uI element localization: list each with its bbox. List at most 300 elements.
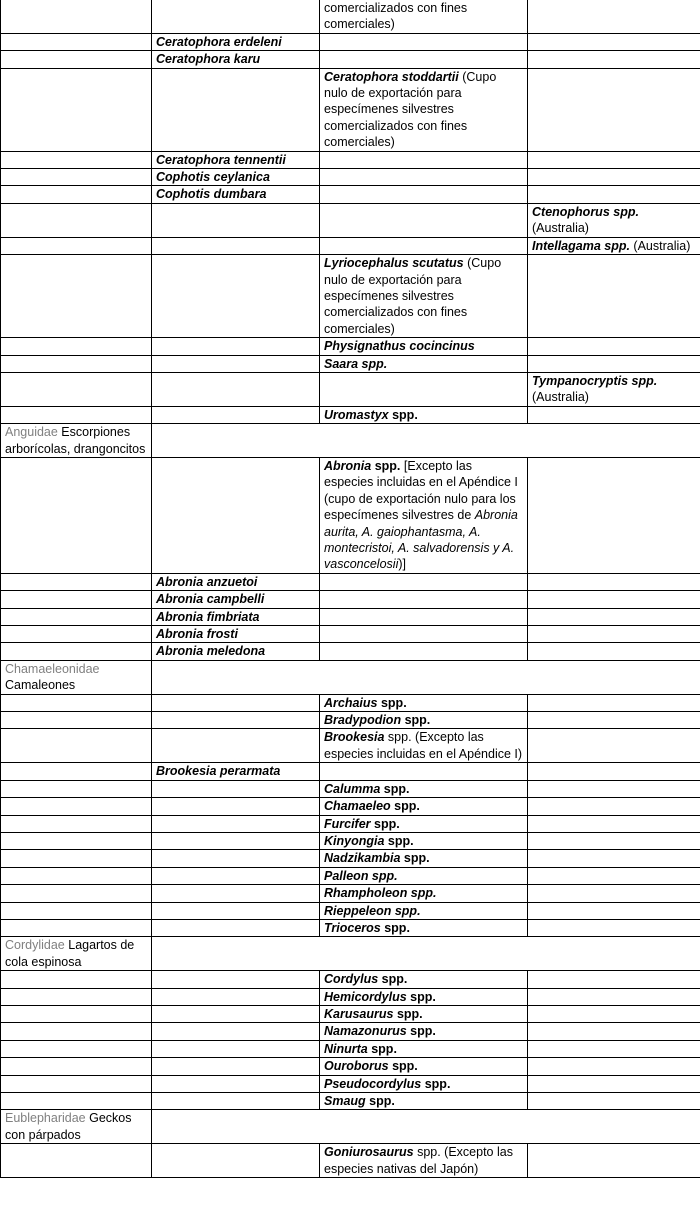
species-name: Abronia meledona [156, 644, 266, 659]
table-row [1, 815, 700, 832]
cell-col4 [528, 169, 700, 186]
cell-col3 [320, 573, 528, 590]
table-row [1, 626, 700, 643]
cell-col4 [528, 0, 700, 33]
cell-col2 [152, 68, 320, 151]
cell-col2 [152, 0, 320, 33]
genus-note: spp. [406, 989, 436, 1004]
cell-col2 [152, 712, 320, 729]
table-row [1, 885, 700, 902]
table-row [1, 457, 700, 573]
species-name: Ctenophorus spp. [532, 204, 639, 219]
cell-col4 [528, 255, 700, 338]
cell-col1 [1, 186, 152, 203]
cell-col1 [1, 971, 152, 988]
table-row [1, 68, 700, 151]
cell-col4 [528, 850, 700, 867]
genus-note: spp. [421, 1076, 451, 1091]
species-name: Tympanocryptis spp. [532, 373, 658, 388]
cell-col4 [528, 1093, 700, 1110]
genus-note: spp. [378, 972, 408, 987]
species-name: Ceratophora tennentii [156, 152, 286, 167]
genus-name: Chamaeleo [324, 799, 391, 814]
table-row [1, 1040, 700, 1057]
cell-col3 [320, 643, 528, 660]
family-common-name: Lagartos de cola espinosa [5, 938, 135, 969]
cell-col4 [528, 885, 700, 902]
cell-col1 [1, 457, 152, 573]
cell-col2 [152, 729, 320, 763]
cell-col1 [1, 763, 152, 780]
table-row [1, 591, 700, 608]
species-name: Ceratophora stoddartii [324, 69, 459, 84]
species-note: (Australia) [532, 390, 589, 405]
cell-col2 [152, 33, 320, 50]
cell-col1 [1, 372, 152, 406]
cell-col1 [1, 608, 152, 625]
cell-col1 [1, 919, 152, 936]
cell-col4 [528, 1058, 700, 1075]
cell-col3 [320, 850, 528, 867]
table-row [1, 1023, 700, 1040]
cell-col1 [1, 712, 152, 729]
table-row [1, 971, 700, 988]
cell-col4 [528, 798, 700, 815]
cell-col3 [320, 902, 528, 919]
cell-col2 [152, 237, 320, 254]
cell-col3 [320, 591, 528, 608]
genus-name: Kinyongia [324, 833, 385, 848]
genus-name: Smaug [324, 1094, 366, 1108]
cell-col4 [528, 1023, 700, 1040]
cell-col2 [152, 573, 320, 590]
cell-col3 [320, 763, 528, 780]
genus-note: spp. [401, 713, 431, 728]
cell-col1 [1, 798, 152, 815]
genus-name: Hemicordylus [324, 989, 407, 1004]
cell-col1 [1, 1058, 152, 1075]
family-row [1, 1110, 700, 1144]
family-name: Cordylidae [5, 938, 65, 953]
genus-name: Uromastyx [324, 407, 389, 422]
abronia-note: [Excepto las especies incluidas en el Apéndice I (cupo de exportación nulo para los especímenes silvestres de [324, 458, 518, 523]
cell-col4 [528, 608, 700, 625]
cell-col1 [1, 151, 152, 168]
table-row [1, 0, 700, 33]
cell-col3 [320, 406, 528, 423]
genus-note: spp. [406, 1024, 436, 1039]
cell-col4 [528, 591, 700, 608]
cell-col1 [1, 68, 152, 151]
fragment-line-2: comerciales) [324, 17, 395, 32]
cell-col1 [1, 643, 152, 660]
cell-col3 [320, 186, 528, 203]
cell-col2 [152, 1144, 320, 1178]
cell-col2 [152, 591, 320, 608]
cell-col1 [1, 406, 152, 423]
species-name: Abronia frosti [156, 627, 238, 642]
family-row [1, 660, 700, 694]
cell-col1 [1, 51, 152, 68]
cell-col3 [320, 626, 528, 643]
cell-col3 [320, 338, 528, 355]
genus-name: Pseudocordylus [324, 1076, 422, 1091]
family-span-cell [152, 1110, 700, 1144]
cell-col2 [152, 885, 320, 902]
cell-col3 [320, 919, 528, 936]
genus-note: spp. [380, 781, 410, 796]
species-name: Cophotis ceylanica [156, 170, 270, 185]
cell-col2 [152, 51, 320, 68]
cell-col3 [320, 1005, 528, 1022]
cell-col4 [528, 729, 700, 763]
cell-col1 [1, 355, 152, 372]
cell-col1 [1, 33, 152, 50]
cell-col1 [1, 867, 152, 884]
table-row [1, 237, 700, 254]
species-note: (Australia) [629, 238, 691, 253]
abronia-note-end: )] [398, 557, 406, 572]
cell-col2 [152, 186, 320, 203]
cell-col3 [320, 51, 528, 68]
family-cell [1, 937, 152, 971]
species-name: Rhampholeon spp. [324, 886, 437, 901]
table-row [1, 338, 700, 355]
species-name: Palleon spp. [324, 868, 398, 883]
genus-note: spp. (Excepto las especies nativas del Japón) [324, 1145, 513, 1176]
cell-col3 [320, 68, 528, 151]
cell-col4 [528, 780, 700, 797]
cell-col4 [528, 643, 700, 660]
cell-col4 [528, 372, 700, 406]
genus-note: spp. (Excepto las especies incluidas en el Apéndice I) [324, 730, 523, 761]
cell-col4 [528, 338, 700, 355]
species-name: Ceratophora karu [156, 52, 261, 67]
genus-note: spp. [370, 816, 400, 831]
table-row [1, 355, 700, 372]
family-span-cell [152, 937, 700, 971]
cell-col2 [152, 1005, 320, 1022]
species-name: Rieppeleon spp. [324, 903, 421, 918]
cell-col4 [528, 1040, 700, 1057]
table-body [1, 0, 700, 1178]
species-name: Abronia fimbriata [156, 609, 260, 624]
cell-col1 [1, 573, 152, 590]
cell-col1 [1, 1005, 152, 1022]
genus-name: Goniurosaurus [324, 1145, 414, 1160]
cell-col3 [320, 832, 528, 849]
cell-col4 [528, 902, 700, 919]
family-span-cell [152, 424, 700, 458]
cell-col2 [152, 919, 320, 936]
species-name: Physignathus cocincinus [324, 339, 475, 354]
genus-name: Ninurta [324, 1041, 368, 1056]
genus-name: Ouroborus [324, 1059, 389, 1074]
family-name: Chamaeleonidae [5, 661, 100, 676]
cell-col4 [528, 457, 700, 573]
abronia-spp: spp. [371, 458, 401, 473]
family-row [1, 937, 700, 971]
cell-col1 [1, 1040, 152, 1057]
cell-col3 [320, 1075, 528, 1092]
genus-name: Nadzikambia [324, 851, 401, 866]
species-note: (Cupo nulo de exportación para especímenes silvestres comercializados con fines comerciales) [324, 69, 497, 150]
cell-col3 [320, 1023, 528, 1040]
cell-col1 [1, 626, 152, 643]
cell-col4 [528, 1144, 700, 1178]
table-row [1, 169, 700, 186]
species-name: Ceratophora erdeleni [156, 34, 282, 49]
cell-col3 [320, 1144, 528, 1178]
cell-col4 [528, 1075, 700, 1092]
cell-col2 [152, 608, 320, 625]
genus-note: spp. [365, 1094, 395, 1108]
cell-col4 [528, 203, 700, 237]
cell-col4 [528, 186, 700, 203]
cell-col3 [320, 867, 528, 884]
table-row [1, 712, 700, 729]
species-name: Abronia anzuetoi [156, 574, 258, 589]
cell-col3 [320, 237, 528, 254]
family-name: Anguidae [5, 425, 58, 440]
table-row [1, 763, 700, 780]
cell-col2 [152, 372, 320, 406]
cell-col3 [320, 1058, 528, 1075]
genus-name: Archaius [324, 695, 378, 710]
cell-col3 [320, 255, 528, 338]
genus-note: spp. [388, 1059, 418, 1074]
cell-col1 [1, 237, 152, 254]
cell-col2 [152, 1040, 320, 1057]
family-span-cell [152, 660, 700, 694]
cell-col1 [1, 1075, 152, 1092]
genus-name: Karusaurus [324, 1006, 394, 1021]
cell-col4 [528, 971, 700, 988]
cell-col2 [152, 406, 320, 423]
cell-col3 [320, 203, 528, 237]
cell-col1 [1, 338, 152, 355]
cell-col2 [152, 694, 320, 711]
genus-note: spp. [388, 407, 418, 422]
cell-col3 [320, 0, 528, 33]
cell-col3 [320, 457, 528, 573]
table-row [1, 780, 700, 797]
cell-col3 [320, 169, 528, 186]
cell-col3 [320, 988, 528, 1005]
cell-col3 [320, 798, 528, 815]
table-row [1, 573, 700, 590]
genus-name: Bradypodion [324, 713, 402, 728]
species-note: (Australia) [532, 221, 589, 236]
cell-col4 [528, 626, 700, 643]
cell-col3 [320, 971, 528, 988]
cell-col4 [528, 1005, 700, 1022]
species-name: Cophotis dumbara [156, 187, 267, 202]
cell-col4 [528, 68, 700, 151]
table-row [1, 33, 700, 50]
table-row [1, 919, 700, 936]
cell-col1 [1, 1093, 152, 1110]
cell-col4 [528, 815, 700, 832]
cell-col1 [1, 591, 152, 608]
cell-col2 [152, 255, 320, 338]
family-common-name: Camaleones [5, 678, 76, 693]
cell-col4 [528, 406, 700, 423]
species-name: Abronia campbelli [156, 592, 265, 607]
cell-col3 [320, 151, 528, 168]
genus-note: spp. [380, 920, 410, 935]
table-row [1, 1144, 700, 1178]
cell-col1 [1, 203, 152, 237]
cell-col2 [152, 1093, 320, 1110]
species-name: Intellagama spp. [532, 238, 630, 253]
fragment-line-1: comercializados con fines [324, 1, 468, 15]
cell-col1 [1, 902, 152, 919]
cell-col2 [152, 1058, 320, 1075]
table-row [1, 1093, 700, 1110]
cell-col3 [320, 780, 528, 797]
cell-col2 [152, 988, 320, 1005]
cell-col2 [152, 203, 320, 237]
cell-col1 [1, 169, 152, 186]
cell-col2 [152, 151, 320, 168]
cell-col4 [528, 573, 700, 590]
cell-col3 [320, 885, 528, 902]
family-cell [1, 660, 152, 694]
cell-col1 [1, 694, 152, 711]
cell-col4 [528, 867, 700, 884]
table-row [1, 1005, 700, 1022]
family-common-name: Escorpiones arborícolas, drangoncitos [5, 425, 146, 456]
cell-col4 [528, 355, 700, 372]
genus-name: Namazonurus [324, 1024, 407, 1039]
species-name: Brookesia perarmata [156, 764, 281, 779]
family-common-name: Geckos con párpados [5, 1111, 132, 1142]
table-row [1, 406, 700, 423]
abronia-species-list: Abronia aurita, A. gaiophantasma, A. montecristoi, A. salvadorensis y A. vasconcelosii [324, 508, 518, 572]
cell-col3 [320, 1040, 528, 1057]
abronia-genus: Abronia [324, 458, 372, 473]
genus-note: spp. [377, 695, 407, 710]
cell-col2 [152, 763, 320, 780]
cell-col3 [320, 1093, 528, 1110]
table-row [1, 372, 700, 406]
genus-name: Calumma [324, 781, 381, 796]
cell-col2 [152, 971, 320, 988]
cell-col4 [528, 33, 700, 50]
cell-col2 [152, 355, 320, 372]
cell-col2 [152, 798, 320, 815]
genus-note: spp. [400, 851, 430, 866]
table-row [1, 255, 700, 338]
cell-col3 [320, 694, 528, 711]
table-row [1, 867, 700, 884]
cell-col1 [1, 1144, 152, 1178]
family-cell [1, 424, 152, 458]
table-row [1, 988, 700, 1005]
cell-col4 [528, 151, 700, 168]
cell-col3 [320, 815, 528, 832]
species-note: (Cupo nulo de exportación para especímenes silvestres comercializados con fines comerciales) [324, 256, 502, 336]
cell-col2 [152, 457, 320, 573]
cell-col4 [528, 712, 700, 729]
genus-name: Cordylus [324, 972, 379, 987]
family-name: Eublepharidae [5, 1111, 86, 1126]
table-row [1, 186, 700, 203]
genus-name: Saara spp. [324, 356, 388, 371]
cell-col2 [152, 626, 320, 643]
cell-col2 [152, 902, 320, 919]
cell-col3 [320, 712, 528, 729]
cell-col2 [152, 832, 320, 849]
genus-name: Brookesia [324, 730, 385, 745]
cell-col1 [1, 1023, 152, 1040]
cell-col2 [152, 1075, 320, 1092]
cell-col3 [320, 729, 528, 763]
cell-col1 [1, 885, 152, 902]
genus-note: spp. [384, 833, 414, 848]
cell-col2 [152, 169, 320, 186]
genus-note: spp. [393, 1006, 423, 1021]
table-row [1, 51, 700, 68]
table-row [1, 832, 700, 849]
cell-col4 [528, 763, 700, 780]
cell-col4 [528, 51, 700, 68]
table-row [1, 694, 700, 711]
cell-col1 [1, 815, 152, 832]
table-row [1, 608, 700, 625]
cell-col1 [1, 832, 152, 849]
cell-col2 [152, 815, 320, 832]
family-row [1, 424, 700, 458]
cell-col2 [152, 850, 320, 867]
genus-note: spp. [367, 1041, 397, 1056]
cell-col3 [320, 355, 528, 372]
table-row [1, 729, 700, 763]
cell-col1 [1, 729, 152, 763]
cell-col1 [1, 780, 152, 797]
table-row [1, 643, 700, 660]
table-row [1, 850, 700, 867]
table-row [1, 798, 700, 815]
genus-note: spp. [390, 799, 420, 814]
cell-col3 [320, 608, 528, 625]
genus-name: Trioceros [324, 920, 381, 935]
table-row [1, 1058, 700, 1075]
cell-col2 [152, 338, 320, 355]
cell-col1 [1, 988, 152, 1005]
cell-col4 [528, 832, 700, 849]
table-row [1, 203, 700, 237]
cell-col2 [152, 780, 320, 797]
cell-col1 [1, 850, 152, 867]
cell-col4 [528, 694, 700, 711]
table-row [1, 902, 700, 919]
species-name: Lyriocephalus scutatus [324, 256, 464, 271]
cell-col2 [152, 1023, 320, 1040]
cell-col3 [320, 33, 528, 50]
table-row [1, 1075, 700, 1092]
table-row [1, 151, 700, 168]
cell-col4 [528, 919, 700, 936]
cell-col3 [320, 372, 528, 406]
family-cell [1, 1110, 152, 1144]
cell-col2 [152, 867, 320, 884]
cell-col2 [152, 643, 320, 660]
cell-col1 [1, 0, 152, 33]
genus-name: Furcifer [324, 816, 371, 831]
cell-col1 [1, 255, 152, 338]
